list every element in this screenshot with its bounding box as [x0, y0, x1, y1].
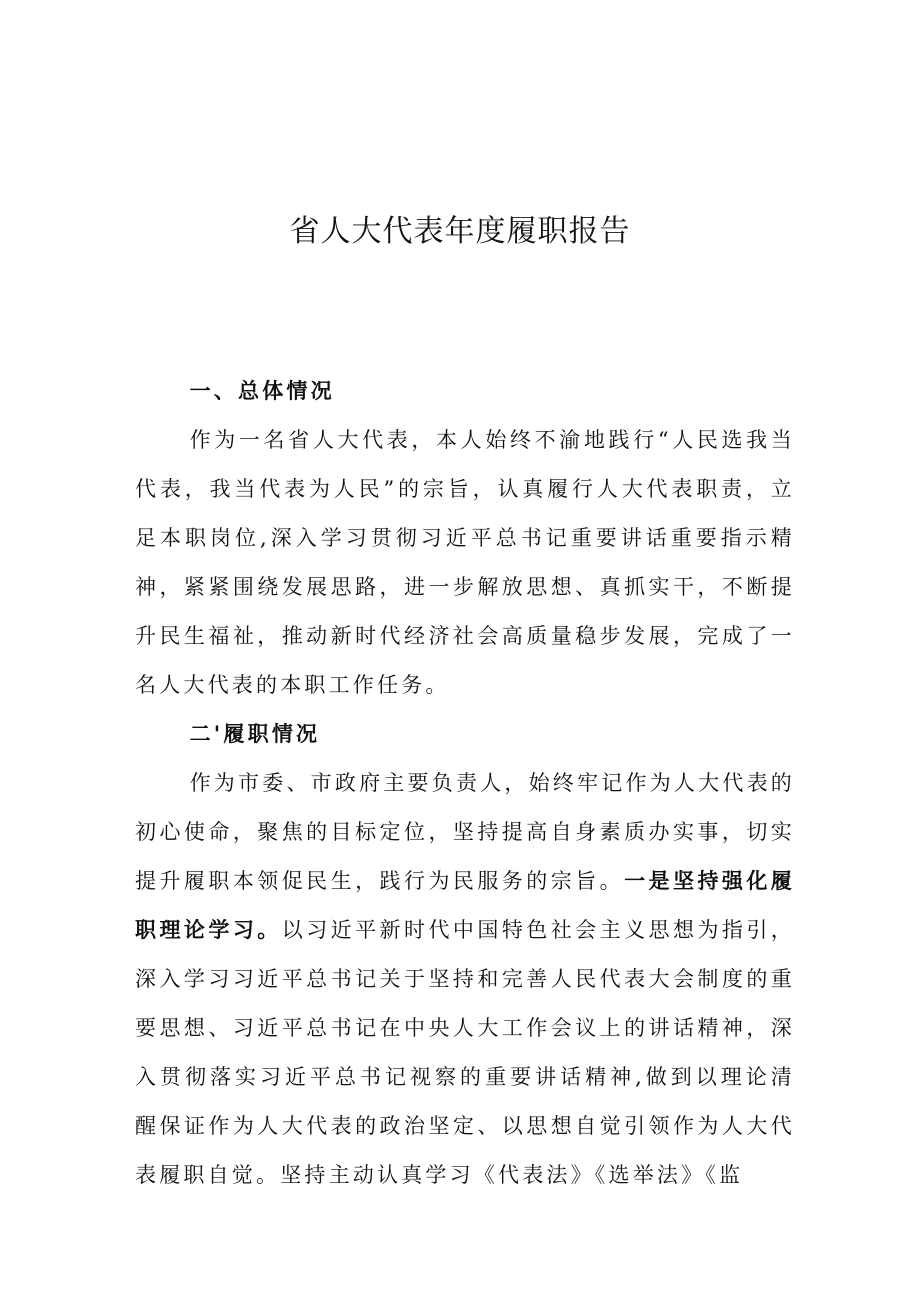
document-body — [135, 367, 795, 1200]
paragraph-duties-intro: 作为市委、市政府主要负责人，始终牢记作为人大代表的初心使命，聚焦的目标定位，坚持提高自身素质办实事，切实提升履职本领促民生，践行为民服务的宗旨。 — [135, 771, 795, 893]
document-title: 省人大代表年度履职报告 — [289, 214, 631, 249]
paragraph-overview: 作为一名省人大代表，本人始终不渝地践行“人民选我当代表，我当代表为人民”的宗旨，认真履行人大代表职责，立足本职岗位,深入学习贯彻习近平总书记重要讲话重要指示精神，紧紧围绕发展思路，进一步解放思想、真抓实干，不断提升民生福祉，推动新时代经济社会高质量稳步发展，完成了一名人大代表的本职工作任务。 — [135, 428, 795, 697]
section-heading-duties: 二'履职情况 — [189, 722, 321, 746]
paragraph-duties-lead: 一是坚持强化履职理论学习。 — [135, 869, 795, 942]
paragraph-duties — [135, 759, 795, 1200]
section-heading-overview: 一、总体情况 — [189, 379, 335, 403]
paragraph-duties-rest: 以习近平新时代中国特色社会主义思想为指引，深入学习习近平总书记关于坚持和完善人民代表大会制度的重要思想、习近平总书记在中央人大工作会议上的讲话精神，深入贯彻落实习近平总书记视察的重要讲话精神,做到以理论清醒保证作为人大代表的政治坚定、以思想自觉引领作为人大代表履职自觉。坚持主动认真学习《代表法》《选举法》《监 — [135, 918, 796, 1187]
